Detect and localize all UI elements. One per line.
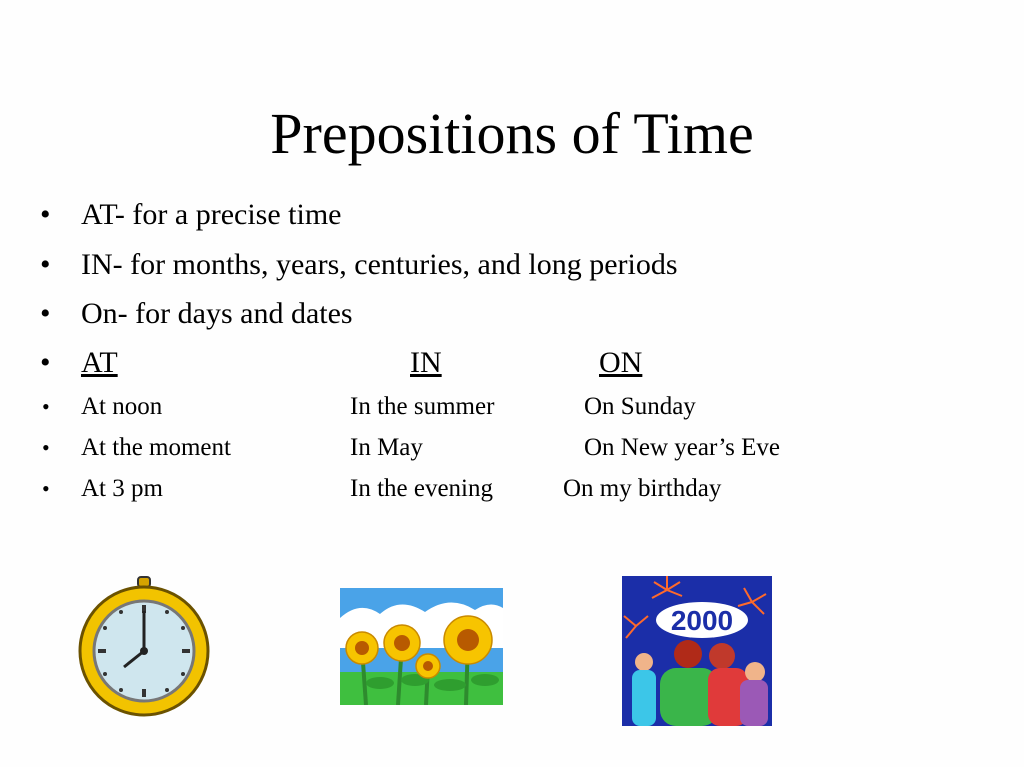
bullet-dot: • — [40, 297, 51, 330]
header-in: IN — [410, 346, 442, 379]
rule-text: On- for days and dates — [81, 297, 353, 330]
rule-text: IN- for months, years, centuries, and long periods — [81, 248, 678, 281]
new-year-image — [622, 576, 772, 726]
example-on: On my birthday — [563, 475, 722, 502]
example-row — [40, 390, 840, 424]
bullet-dot: • — [40, 198, 51, 231]
example-at: At noon — [81, 393, 163, 420]
example-on: On Sunday — [584, 393, 696, 420]
rule-text: AT- for a precise time — [81, 198, 342, 231]
example-at: At the moment — [81, 434, 231, 461]
bullet-dot: • — [42, 435, 50, 460]
example-row — [40, 431, 840, 465]
example-at: At 3 pm — [81, 475, 163, 502]
example-in: In the evening — [350, 475, 494, 502]
bullet-dot: • — [42, 394, 50, 419]
example-in: In the summer — [350, 393, 495, 420]
bullet-dot: • — [42, 476, 50, 501]
example-on: On New year’s Eve — [584, 434, 780, 461]
sunflowers-image — [340, 588, 503, 705]
header-row — [40, 343, 740, 383]
slide-title: Prepositions of Time — [270, 101, 754, 166]
example-row — [40, 472, 840, 506]
header-at: AT — [81, 346, 118, 379]
bullet-dot: • — [40, 346, 51, 379]
bullet-dot: • — [40, 248, 51, 281]
header-on: ON — [599, 346, 643, 379]
year-text: 2000 — [670, 605, 734, 636]
clock-icon — [74, 575, 216, 717]
example-in: In May — [350, 434, 423, 461]
